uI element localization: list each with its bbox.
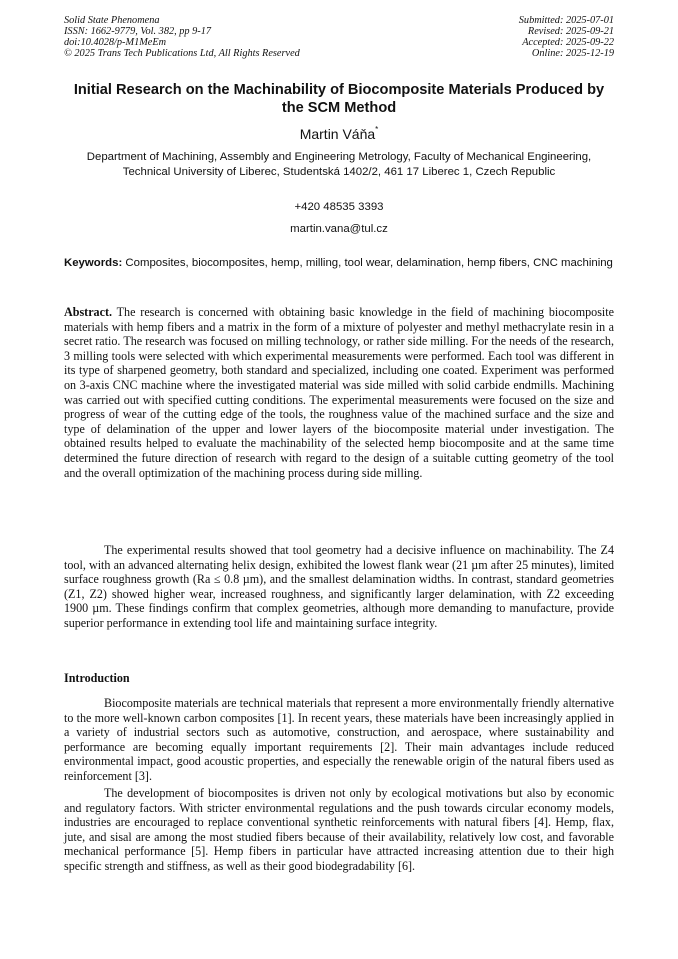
copyright-line: © 2025 Trans Tech Publications Ltd, All Rights Reserved xyxy=(64,48,300,59)
keywords xyxy=(64,256,614,271)
online-date: Online: 2025-12-19 xyxy=(531,48,614,59)
author-name: Martin Váňa xyxy=(299,126,376,142)
email-address[interactable]: martin.vana@tul.cz xyxy=(290,223,388,235)
keywords-text: Composites, biocomposites, hemp, milling, tool wear, delamination, hemp fibers, CNC machining xyxy=(125,257,613,269)
author-line xyxy=(64,125,614,143)
issn-volume: ISSN: 1662-9779, Vol. 382, pp 9-17 xyxy=(64,26,212,37)
publication-info xyxy=(64,15,300,59)
journal-name: Solid State Phenomena xyxy=(64,15,160,26)
publication-dates xyxy=(519,15,614,59)
introduction-paragraph-2: The development of biocomposites is driven not only by ecological motivations but also by economic and regulatory factors. With stricter environmental regulations and the push towards circular economy models, industries are encouraged to replace conventional synthetic reinforcements with natural fibers [4]. Hemp, flax, jute, and sisal are among the most studied fibers because of their availability, relatively low cost, and favorable mechanical performance [5]. Hemp fibers in particular have attracted increasing attention due to their high specific strength and stiffness, as well as their good biodegradability [6]. xyxy=(64,786,614,873)
revised-date: Revised: 2025-09-21 xyxy=(527,26,614,37)
paper-title: Initial Research on the Machinability of Biocomposite Materials Produced by the SCM Method xyxy=(73,82,605,116)
keywords-label: Keywords: xyxy=(64,257,123,269)
accepted-date: Accepted: 2025-09-22 xyxy=(522,37,614,48)
abstract-label: Abstract. xyxy=(64,305,113,319)
phone-number: +420 48535 3393 xyxy=(294,201,384,213)
affiliation: Department of Machining, Assembly and Engineering Metrology, Faculty of Mechanical Engineering, Technical University of Liberec, Studentská 1402/2, 461 17 Liberec 1, Czech Republic xyxy=(86,151,592,178)
doi-link[interactable]: doi:10.4028/p-M1MeEm xyxy=(64,37,167,48)
abstract-text: The research is concerned with obtaining basic knowledge in the field of machining biocomposite materials with hemp fibers and a matrix in the form of a mixture of polyester and methyl methacrylate resin in a secret ratio. The research was focused on milling technology, or rather side milling. For the needs of the research, 3 milling tools were selected with which experimental measurements were performed. Each tool was different in its type of sharpened geometry, both standard and specialized, including one coated. Experiment was performed on 3-axis CNC machine where the investigated material was side milled with solid carbide endmills. Machining was carried out with specified cutting conditions. The experimental measurements were focused on the size and progress of wear of the cutting edge of the tools, the roughness value of the machined surface and the size and type of delamination of the upper and lower layers of the biocomposite material under investigation. The obtained results helped to evaluate the machinability of the selected hemp biocomposite and at the same time determined the future direction of research with regard to the design of a suitable cutting geometry of the tool and the overall optimization of the machining process during side milling. xyxy=(64,305,614,480)
abstract-paragraph xyxy=(64,305,614,480)
introduction-paragraph-1: Biocomposite materials are technical materials that represent a more environmentally friendly alternative to the more well-known carbon composites [1]. In recent years, these materials have been increasingly applied in a variety of industrial sectors such as automotive, construction, and aerospace, where sustainability and performance are becoming equally important requirements [2]. Their main advantages include reduced environmental impact, good acoustic properties, and especially the renewable origin of the natural fibers used as reinforcement [3]. xyxy=(64,696,614,783)
introduction-heading: Introduction xyxy=(64,671,130,685)
submitted-date: Submitted: 2025-07-01 xyxy=(518,15,614,26)
results-paragraph: The experimental results showed that tool geometry had a decisive influence on machinability. The Z4 tool, with an advanced alternating helix design, exhibited the lowest flank wear (21 µm after 25 minutes), limited surface roughness growth (Ra ≤ 0.8 µm), and the smallest delamination widths. In contrast, standard geometries (Z1, Z2) showed higher wear, increased roughness, and significantly larger delamination, with Z2 exceeding 1900 µm. These findings confirm that complex geometries, although more demanding to manufacture, provide superior performance in extending tool life and maintaining surface integrity. xyxy=(64,543,614,630)
corresponding-author-mark: * xyxy=(375,125,379,134)
